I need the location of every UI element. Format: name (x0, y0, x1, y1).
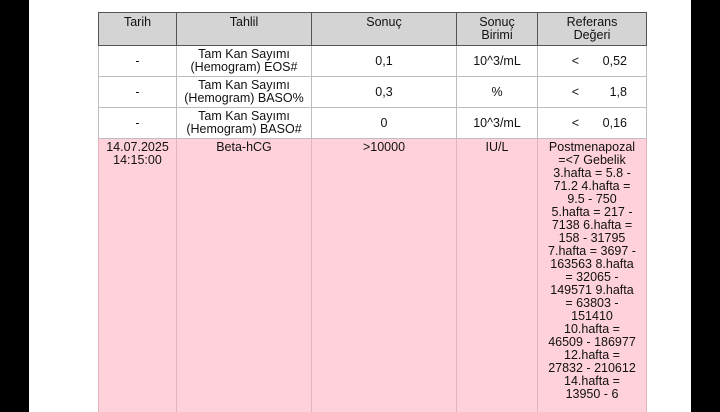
cell-referans (538, 139, 647, 412)
cell-tarih: - (99, 77, 177, 108)
cell-tahlil: Beta-hCG (177, 139, 312, 412)
ref-value: 0,16 (602, 115, 627, 130)
cell-referans (538, 46, 647, 77)
referans-line: 7138 6.hafta = (551, 218, 633, 232)
tahlil-line1: Tam Kan Sayımı (198, 78, 290, 92)
ref-operator: < (571, 115, 579, 130)
header-birim-line2: Birimi (481, 28, 513, 42)
referans-line: 14.hafta = (564, 374, 620, 388)
header-referans-line2: Değeri (573, 28, 611, 42)
cell-sonuc: 0 (312, 108, 457, 139)
table-row (99, 108, 647, 139)
ref-operator: < (571, 84, 579, 99)
ref-operator: < (571, 53, 579, 68)
cell-birim: 10^3/mL (457, 108, 538, 139)
cell-birim: % (457, 77, 538, 108)
tahlil-line2: (Hemogram) BASO# (186, 122, 302, 136)
cell-birim: 10^3/mL (457, 46, 538, 77)
cell-tahlil (177, 77, 312, 108)
cell-tarih: - (99, 46, 177, 77)
referans-line: 163563 8.hafta (550, 257, 634, 271)
cell-sonuc: 0,1 (312, 46, 457, 77)
header-sonuc: Sonuç (312, 13, 457, 46)
cell-referans (538, 108, 647, 139)
referans-line: =<7 Gebelik (558, 153, 626, 167)
tahlil-line1: Tam Kan Sayımı (198, 109, 290, 123)
tarih-time: 14:15:00 (113, 153, 162, 167)
referans-line: 12.hafta = (564, 348, 620, 362)
ref-value: 0,52 (602, 53, 627, 68)
referans-line: 10.hafta = (564, 322, 620, 336)
cell-birim: IU/L (457, 139, 538, 412)
referans-line: = 32065 - (565, 270, 619, 284)
table-row (99, 46, 647, 77)
tahlil-line1: Tam Kan Sayımı (198, 47, 290, 61)
referans-line: 27832 - 210612 (548, 361, 636, 375)
ref-value: 1,8 (609, 84, 627, 99)
cell-tarih (99, 139, 177, 412)
cell-referans (538, 77, 647, 108)
referans-line: 5.hafta = 217 - (551, 205, 633, 219)
referans-line: 13950 - 6 (565, 387, 619, 401)
referans-line: 151410 (571, 309, 613, 323)
header-sonuc-birimi (457, 13, 538, 46)
header-birim-line1: Sonuç (479, 15, 515, 29)
cell-sonuc: >10000 (312, 139, 457, 412)
referans-line: = 63803 - (565, 296, 619, 310)
referans-line: 3.hafta = 5.8 - (553, 166, 631, 180)
lab-results-table (98, 12, 647, 412)
referans-line: 149571 9.hafta (550, 283, 634, 297)
referans-line: 7.hafta = 3697 - (548, 244, 636, 258)
highlighted-table-row (99, 139, 647, 412)
header-tahlil: Tahlil (177, 13, 312, 46)
cell-tahlil (177, 46, 312, 77)
tarih-date: 14.07.2025 (106, 140, 169, 154)
header-referans-line1: Referans (566, 15, 618, 29)
table-header-row (99, 13, 647, 46)
tahlil-line2: (Hemogram) EOS# (190, 60, 298, 74)
referans-line: 9.5 - 750 (567, 192, 617, 206)
cell-sonuc: 0,3 (312, 77, 457, 108)
table-row (99, 77, 647, 108)
referans-line: 71.2 4.hafta = (553, 179, 631, 193)
referans-line: 158 - 31795 (558, 231, 626, 245)
cell-tahlil (177, 108, 312, 139)
referans-lines (540, 141, 644, 401)
referans-line: 46509 - 186977 (548, 335, 636, 349)
header-tarih: Tarih (99, 13, 177, 46)
referans-line: Postmenapozal (548, 140, 636, 154)
cell-tarih: - (99, 108, 177, 139)
report-page (29, 0, 691, 412)
header-referans (538, 13, 647, 46)
tahlil-line2: (Hemogram) BASO% (184, 91, 304, 105)
